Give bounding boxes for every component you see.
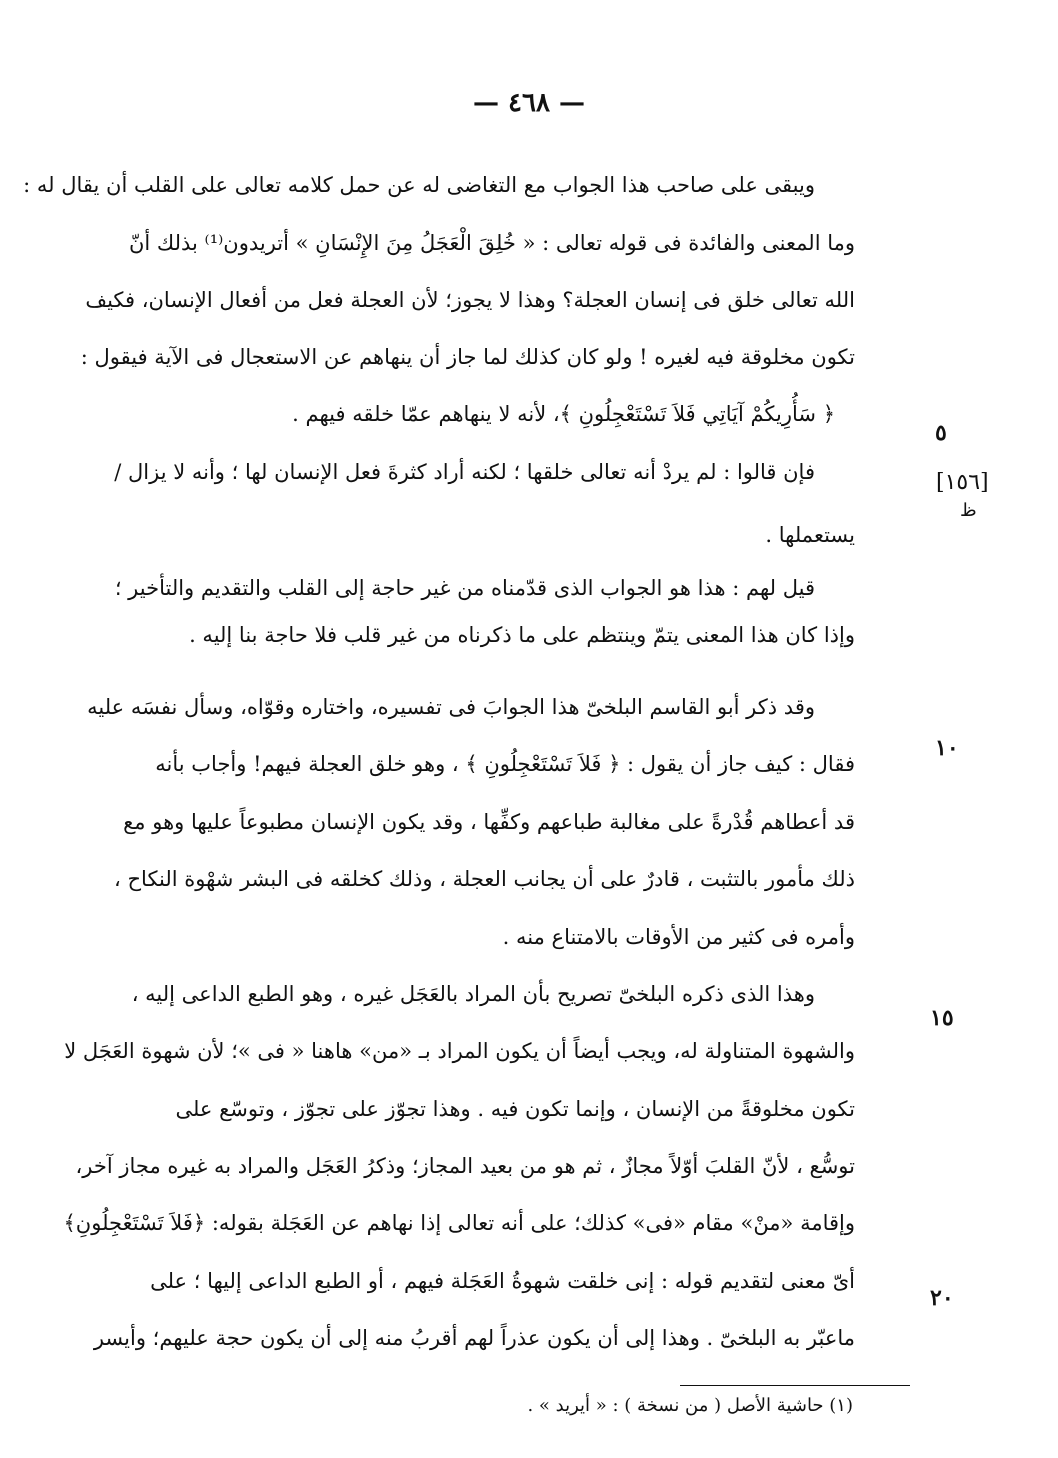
text-line: يستعملها . (765, 523, 855, 547)
line-number-5: ٥ (935, 420, 947, 446)
footnote: (١) حاشية الأصل ( من نسخة ) : « أيريد » . (527, 1395, 853, 1416)
text-line: تكون مخلوقةً من الإنسان ، وإنما تكون فيه . وهذا تجوّز على تجوّز ، وتوسّع على (175, 1097, 855, 1121)
text-line: ويبقى على صاحب هذا الجواب مع التغاضى له عن حمل كلامه تعالى على القلب أن يقال له : (23, 173, 815, 197)
text-line: تكون مخلوقة فيه لغيره ! ولو كان كذلك لما جاز أن ينهاهم عن الاستعجال فى الآية فيقول : (80, 345, 855, 369)
manuscript-page-side: ظ (960, 500, 977, 521)
manuscript-page-ref: [١٥٦] (936, 470, 989, 495)
text-line: فقال : كيف جاز أن يقول : ﴿ فَلاَ تَسْتَعْجِلُونِ ﴾ ، وهو خلق العجلة فيهم! وأجاب بأنه (155, 752, 855, 776)
text-line: فإن قالوا : لم يردْ أنه تعالى خلقها ؛ لكنه أراد كثرةَ فعل الإنسان لها ؛ وأنه لا يزال / (114, 460, 815, 484)
text-line: ذلك مأمور بالتثبت ، قادرٌ على أن يجانب العجلة ، وذلك كخلقه فى البشر شهْوة النكاح ، (114, 867, 855, 891)
text-line: وأمره فى كثير من الأوقات بالامتناع منه . (502, 925, 855, 949)
line-number-10: ١٠ (935, 735, 959, 761)
line-number-20: ٢٠ (930, 1285, 954, 1311)
text-line: وقد ذكر أبو القاسم البلخىّ هذا الجوابَ فى تفسيره، واختاره وقوّاه، وسأل نفسَه عليه (87, 695, 815, 719)
text-line: وهذا الذى ذكره البلخىّ تصريح بأن المراد بالعَجَل غيره ، وهو الطبع الداعى إليه ، (131, 982, 815, 1006)
text-line: وما المعنى والفائدة فى قوله تعالى : « خُلِقَ الْعَجَلُ مِنَ الإِنْسَانِ » أتريدون⁽¹⁾ بذلك أنّ (128, 231, 855, 255)
footnote-separator (680, 1385, 910, 1386)
text-line: وإقامة «منْ» مقام «فى» كذلك؛ على أنه تعالى إذا نهاهم عن العَجَلة بقوله: ﴿فَلاَ تَسْتَعْجِلُونِ﴾ (63, 1211, 855, 1235)
text-line: الله تعالى خلق فى إنسان العجلة؟ وهذا لا يجوز؛ لأن العجلة فعل من أفعال الإنسان، فكيف (85, 288, 855, 312)
text-line: ﴿ سَأُرِيكُمْ آيَاتِي فَلاَ تَسْتَعْجِلُونِ ﴾، لأنه لا ينهاهم عمّا خلقه فيهم . (292, 402, 835, 426)
text-line: قيل لهم : هذا هو الجواب الذى قدّمناه من غير حاجة إلى القلب والتقديم والتأخير ؛ (114, 576, 815, 600)
text-line: والشهوة المتناولة له، ويجب أيضاً أن يكون المراد بـ «من» هاهنا « فى »؛ لأن شهوة العَجَل لا (64, 1039, 855, 1063)
text-line: وإذا كان هذا المعنى يتمّ وينتظم على ما ذكرناه من غير قلب فلا حاجة بنا إليه . (189, 623, 855, 647)
line-number-15: ١٥ (930, 1005, 954, 1031)
text-line: ماعبّر به البلخىّ . وهذا إلى أن يكون عذراً لهم أقربُ منه إلى أن يكون حجة عليهم؛ وأيسر (93, 1326, 855, 1350)
text-line: توسُّع ، لأنّ القلبَ أوّلاً مجازٌ ، ثم هو من بعيد المجاز؛ وذكرُ العَجَل والمراد به غيره مجاز آخر، (75, 1154, 855, 1178)
text-line: أىّ معنى لتقديم قوله : إنى خلقت شهوةُ العَجَلة فيهم ، أو الطبع الداعى إليها ؛ على (150, 1269, 855, 1293)
text-line: قد أعطاهم قُدْرةً على مغالبة طباعهم وكفِّها ، وقد يكون الإنسان مطبوعاً عليها وهو مع (123, 810, 855, 834)
page-number: — ٤٦٨ — (472, 88, 586, 118)
